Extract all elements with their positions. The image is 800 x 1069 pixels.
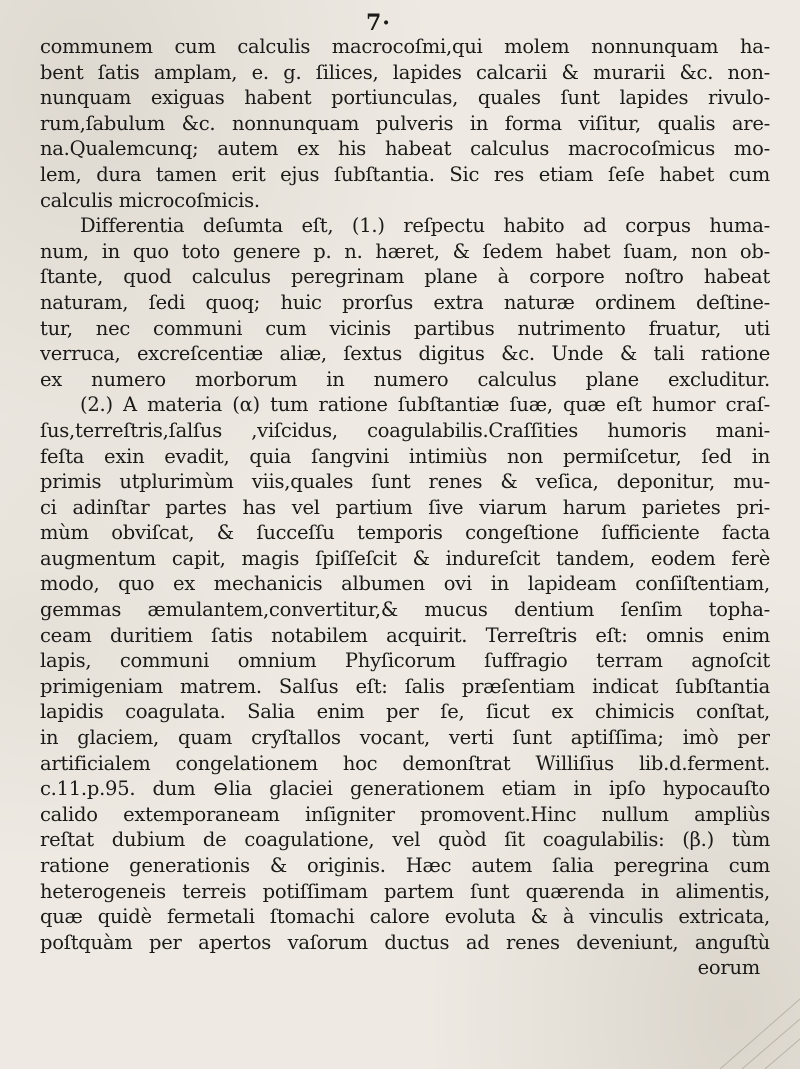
text-line: primigeniam matrem. Salſus eſt: ſalis præſentiam indicat ſubſtantia (40, 674, 770, 698)
text-line: tur, nec communi cum vicinis partibus nutrimento fruatur, uti (40, 316, 770, 340)
text-line: bent ſatis amplam, e. g. ſilices, lapides calcarii & murarii &c. non- (40, 60, 770, 84)
page-edge-mark (680, 979, 800, 1069)
text-line: ceam duritiem ſatis notabilem acquirit. Terreſtris eſt: omnis enim (40, 623, 770, 647)
text-line: lapidis coagulata. Salia enim per ſe, ſicut ex chimicis conſtat, (40, 700, 770, 724)
text-line: rum,ſabulum &c. nonnunquam pulveris in forma viſitur, qualis are- (40, 111, 770, 135)
catchword: eorum (697, 956, 760, 980)
text-line: (2.) A materia (α) tum ratione ſubſtantiæ ſuæ, quæ eſt humor craſ- (80, 393, 770, 417)
text-line: ſtante, quod calculus peregrinam plane à corpore noſtro habeat (40, 265, 770, 289)
text-line: artificialem congelationem hoc demonſtrat Williſius lib.d.ferment. (40, 751, 770, 775)
page-number: 7· (366, 10, 391, 36)
text-line: c.11.p.95. dum ⊖lia glaciei generationem etiam in ipſo hypocauſto (40, 777, 770, 801)
text-line: calculis microcoſmicis. (40, 188, 260, 212)
text-line: Differentia deſumta eſt, (1.) reſpectu habito ad corpus huma- (80, 214, 770, 238)
text-line: in glaciem, quam cryſtallos vocant, verti ſunt aptiſſima; imò per (40, 726, 770, 750)
text-line: ſus,terreſtris,ſalſus ,viſcidus, coagulabilis.Craſſities humoris mani- (40, 418, 770, 442)
text-line: communem cum calculis macrocoſmi,qui molem nonnunquam ha- (40, 35, 770, 58)
text-line: lem, dura tamen erit ejus ſubſtantia. Sic res etiam ſeſe habet cum (40, 162, 770, 186)
text-line: feſta exin evadit, quia ſangvini intimiùs non permiſcetur, ſed in (40, 444, 770, 468)
text-line: reſtat dubium de coagulatione, vel quòd ſit coagulabilis: (β.) tùm (40, 828, 770, 852)
text-line: verruca, excreſcentiæ aliæ, ſextus digitus &c. Unde & tali ratione (40, 342, 770, 366)
text-line: poſtquàm per apertos vaſorum ductus ad renes deveniunt, anguſtù (40, 930, 770, 954)
text-line: nunquam exiguas habent portiunculas, quales ſunt lapides rivulo- (40, 86, 770, 110)
text-line: naturam, ſedi quoq; huic prorſus extra naturæ ordinem deſtine- (40, 290, 770, 314)
text-line: primis utplurimùm viis,quales ſunt renes & veſica, deponitur, mu- (40, 470, 770, 494)
body-text (40, 34, 770, 981)
text-line: augmentum capit, magis ſpiſſeſcit & indureſcit tandem, eodem ferè (40, 546, 770, 570)
text-line: num, in quo toto genere p. n. hæret, & ſedem habet ſuam, non ob- (40, 239, 770, 263)
text-line: mùm obviſcat, & ſucceſſu temporis congeſtione ſufficiente facta (40, 521, 770, 545)
text-line: ratione generationis & originis. Hæc autem ſalia peregrina cum (40, 854, 770, 877)
text-line: na.Qualemcunq; autem ex his habeat calculus macrocoſmicus mo- (40, 137, 770, 161)
text-line: ci adinſtar partes has vel partium ſive viarum harum parietes pri- (40, 495, 770, 519)
text-line: gemmas æmulantem,convertitur,& mucus dentium ſenſim topha- (40, 598, 770, 622)
text-line: ex numero morborum in numero calculus plane excluditur. (40, 367, 770, 391)
text-line: quæ quidè fermetali ſtomachi calore evoluta & à vinculis extricata, (40, 905, 770, 929)
text-line: modo, quo ex mechanicis albumen ovi in lapideam conſiſtentiam, (40, 572, 770, 596)
text-line: calido extemporaneam inſigniter promovent.Hinc nullum ampliùs (40, 802, 770, 826)
text-line: heterogeneis terreis potiſſimam partem ſunt quærenda in alimentis, (40, 879, 770, 903)
text-line: lapis, communi omnium Phyſicorum ſuffragio terram agnoſcit (40, 649, 770, 673)
